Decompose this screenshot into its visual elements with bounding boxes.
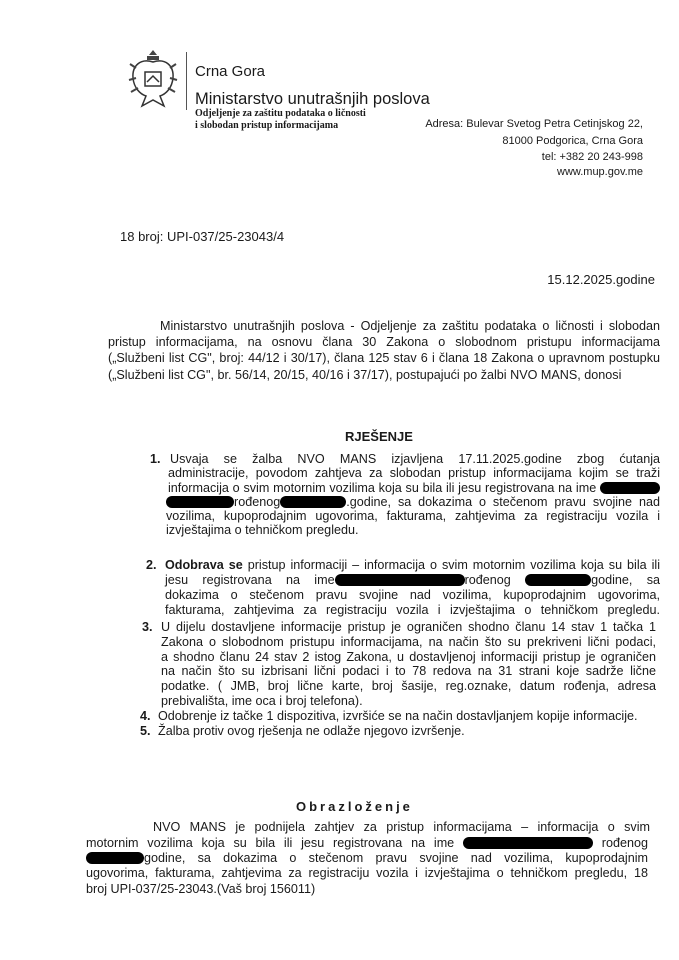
item-text: .godine, sa dokazima o stečenom pravu svojine nad [346,495,660,509]
item-text: rođenog [464,573,511,587]
item-line [168,481,660,496]
item-number: 2. [146,558,157,572]
item-line: dokazima o stečenom pravu svojine nad vozilima, kupoprodajnim ugovorima, [165,588,660,602]
ministry-name: Ministarstvo unutrašnjih poslova [195,90,430,108]
item-text: jesu registrovana na ime [165,573,335,587]
intro-line: Ministarstvo unutrašnjih poslova - Odjeljenje za zaštitu podataka o ličnosti i slobodan [160,319,660,333]
address-line-1: Adresa: Bulevar Svetog Petra Cetinjskog 22, [425,118,643,130]
item-line: fakturama, zahtjevima za registraciju vozila i izvještajima o tehničkom pregledu. [165,603,660,617]
resenje-title: RJEŠENJE [345,429,413,444]
obrazlozenje-text: motornim vozilima koja su bila ili jesu registrovana na ime [86,836,455,850]
redaction [166,496,234,508]
address-line-2: 81000 Podgorica, Crna Gora [502,135,643,147]
item-number: 3. [142,620,153,634]
reference-number: 18 broj: UPI-037/25-23043/4 [120,229,285,244]
item-line: Zakona o slobodnom pristupu informacijama, na način što su prekriveni lični podaci, [161,635,656,649]
obrazlozenje-line [86,851,648,866]
item-line: vozilima, kupoprodajnim ugovorima, fakturama, zahtjevima za registraciju vozila i [166,509,660,523]
obrazlozenje-text: rođenog [601,836,649,850]
item-number: 5. [140,724,151,738]
redaction [335,574,465,586]
item-number: 4. [140,709,151,723]
item-line: U dijelu dostavljene informacije pristup je ograničen shodno članu 14 stav 1 tačka 1 [161,620,656,634]
intro-line: („Službeni list CG", broj: 44/12 i 30/17), člana 125 stav 6 i člana 18 Zakona o upravnom postupku [108,351,660,365]
website: www.mup.gov.me [557,166,643,178]
item-line: a shodno članu 24 stav 2 istog Zakona, u dostavljenoj informaciji pristup je ograničen [161,650,656,664]
item-line: Usvaja se žalba NVO MANS izjavljena 17.11.2025.godine zbog ćutanja [170,452,660,466]
obrazlozenje-line: ugovorima, fakturama, zahtjevima za registraciju vozila i izvještajima o tehničkom pregledu, 18 [86,866,648,880]
phone: tel: +382 20 243-998 [541,151,643,163]
item-text: informacija o svim motornim vozilima koja su bila ili jesu registrovana na ime [168,481,597,495]
intro-line: pristup informacijama, na osnovu člana 30 Zakona o slobodnom pristupu informacijama [108,335,660,349]
coat-of-arms-icon [128,48,178,112]
redaction [463,837,593,849]
obrazlozenje-line: broj UPI-037/25-23043.(Vaš broj 156011) [86,882,316,896]
item-text: pristup informaciji – informacija o svim motornim vozilima koja su bila ili [242,558,661,572]
item-line: na način što su izbrisani lični podaci i to 78 redova na 31 strani koje sadrže lične [161,664,656,678]
obrazlozenje-line: NVO MANS je podnijela zahtjev za pristup informacijama – informacija o svim [153,820,650,834]
item-line [165,558,660,573]
department-line-2: i slobodan pristup informacijama [195,120,339,131]
item-line: podatke. ( JMB, broj lične karte, broj šasije, reg.oznake, datum rođenja, adresa [161,679,656,693]
obrazlozenje-title: Obrazloženje [296,799,413,814]
item-number: 1. [150,452,161,466]
header-divider [186,52,187,110]
obrazlozenje-line [86,836,648,851]
redaction [86,852,144,864]
item-line: administracije, povodom zahtjeva za slobodan pristup informacijama kojim se traži [168,466,660,480]
item-line: Odobrenje iz tačke 1 dispozitiva, izvršiće se na način dostavljanjem kopije informacije. [158,709,638,723]
item-line: Žalba protiv ovog rješenja ne odlaže njegovo izvršenje. [158,724,465,738]
department-line-1: Odjeljenje za zaštitu podataka o ličnosti [195,108,366,119]
item-text: rođenog [234,495,281,509]
item-bold-text: Odobrava se [165,558,243,572]
redaction [525,574,591,586]
obrazlozenje-text: godine, sa dokazima o stečenom pravu svojine nad vozilima, kupoprodajnim [144,851,648,865]
item-line [165,573,660,588]
item-line: prebivališta, ime oca i broj telefona). [161,694,363,708]
item-line: izvještajima o tehničkom pregledu. [166,523,359,537]
intro-line: („Službeni list CG", br. 56/14, 20/15, 40/16 i 37/17), postupajući po žalbi NVO MANS, donosi [108,368,622,382]
document-date: 15.12.2025.godine [547,272,655,287]
item-line [166,495,660,510]
redaction [600,482,660,494]
country-name: Crna Gora [195,63,266,80]
redaction [280,496,346,508]
item-text: godine, sa [591,573,661,587]
